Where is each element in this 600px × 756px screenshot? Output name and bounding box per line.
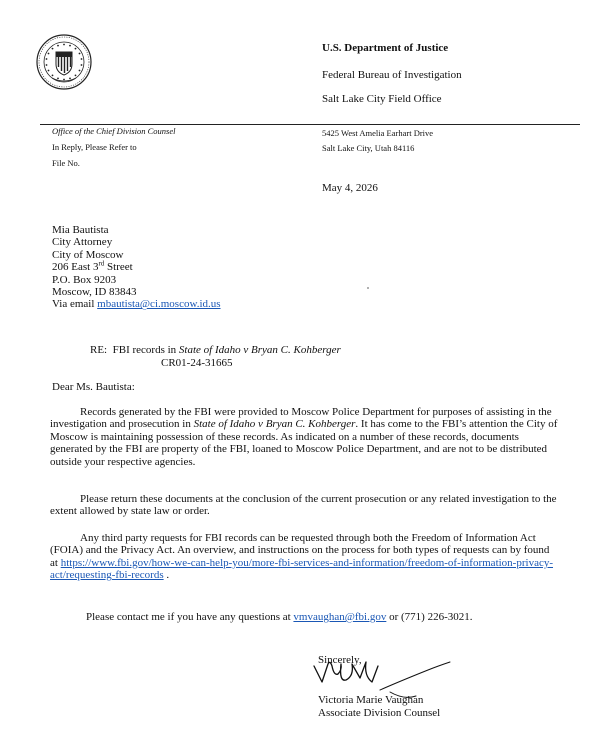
- salutation: Dear Ms. Bautista:: [52, 381, 135, 393]
- signer-name: Victoria Marie Vaughan: [318, 694, 424, 706]
- fbi-seal-icon: [36, 34, 92, 90]
- letter-date: May 4, 2026: [322, 182, 378, 194]
- office-address-line2: Salt Lake City, Utah 84116: [322, 143, 415, 153]
- paragraph-return-documents: Please return these documents at the conclusion of the current prosecution or any related investigation to the extent allowed by state law or order.: [50, 493, 557, 518]
- re-case-number: CR01-24-31665: [161, 357, 233, 369]
- contact-email-link[interactable]: vmvaughan@fbi.gov: [293, 611, 387, 623]
- letterhead-rule: [40, 124, 580, 125]
- bureau-name: Federal Bureau of Investigation: [322, 69, 462, 81]
- recipient-city: Moscow, ID 83843: [52, 286, 137, 299]
- reply-refer-label: In Reply, Please Refer to: [52, 142, 137, 152]
- recipient-email-link[interactable]: mbautista@ci.moscow.id.us: [97, 298, 221, 311]
- paragraph-third-party-requests: Any third party requests for FBI records can be requested through both the Freedom of Information Act (FOIA) and the Privacy Act. An overview, and instructions on the process for both types of requests can by found at https://www.fbi.gov/how-we-can-help-you/more-fbi-services-and-information/freedom-of-information-privacy-act/requesting-fbi-records .: [50, 532, 553, 582]
- re-case-name: State of Idaho v Bryan C. Kohberger: [178, 344, 341, 356]
- closing-sincerely: Sincerely,: [318, 654, 362, 666]
- re-line: RE: FBI records in State of Idaho v Bryan C. Kohberger: [90, 344, 341, 356]
- paragraph-contact: Please contact me if you have any questions at vmvaughan@fbi.gov or (771) 226-3021.: [86, 611, 473, 623]
- department-name: U.S. Department of Justice: [322, 42, 449, 54]
- recipient-street: 206 East 3rd Street: [52, 259, 133, 274]
- recipient-po-box: P.O. Box 9203: [52, 273, 117, 286]
- field-office-name: Salt Lake City Field Office: [322, 93, 442, 105]
- recipient-org: City of Moscow: [52, 248, 124, 261]
- division-office: Office of the Chief Division Counsel: [52, 126, 176, 136]
- recipient-name: Mia Bautista: [52, 224, 109, 236]
- recipient-block: [52, 224, 221, 311]
- office-address-line1: 5425 West Amelia Earhart Drive: [322, 128, 434, 138]
- recipient-email-line: Via email mbautista@ci.moscow.id.us: [52, 298, 221, 311]
- fbi-records-request-link[interactable]: https://www.fbi.gov/how-we-can-help-you/more-fbi-services-and-information/freedom-of-information-privacy-act/requesting-fbi-records: [50, 556, 553, 582]
- scan-speck: [367, 287, 369, 289]
- file-number-label: File No.: [52, 158, 80, 168]
- signer-title: Associate Division Counsel: [318, 707, 441, 719]
- paragraph-records-provided: Records generated by the FBI were provided to Moscow Police Department for purposes of assisting in the investigation and prosecution in State of Idaho v Bryan C. Kohberger. It has come to the FBI’s attention the City of Moscow is maintaining possession of these records. As indicated on a number of these records, documents generated by the FBI are property of the FBI, loaned to Moscow Police Department, and are not to be distributed outside your respective agencies.: [50, 406, 558, 468]
- recipient-title: City Attorney: [52, 236, 113, 249]
- re-label: RE:: [90, 344, 108, 356]
